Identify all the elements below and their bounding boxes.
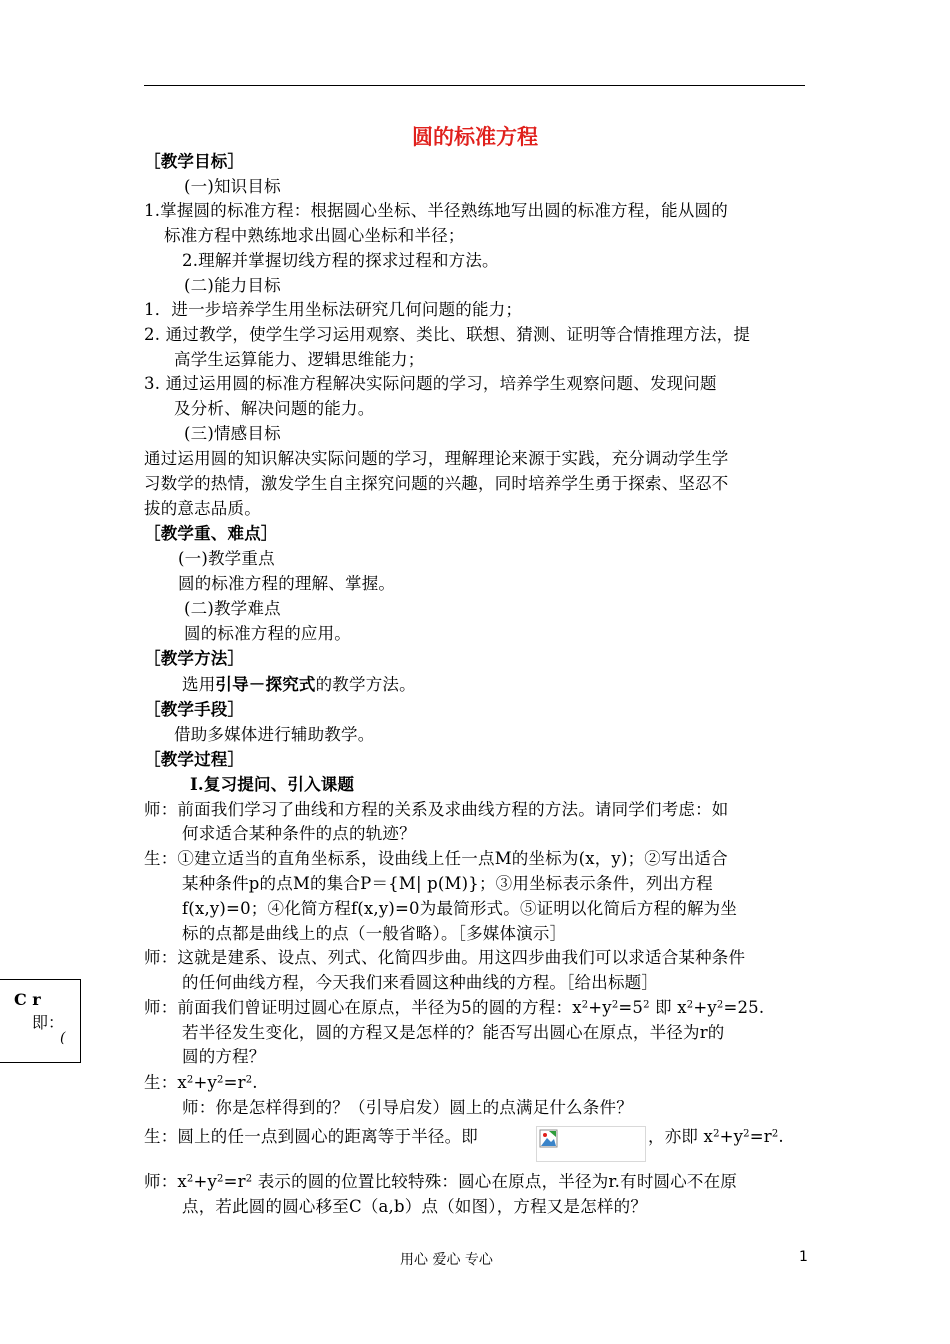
paragraph-line: 拔的意志品质。 xyxy=(144,499,261,518)
subheading: (二)教学难点 xyxy=(184,599,281,618)
paragraph-line: 生：$x^2+y^2=r^2$. xyxy=(144,1073,258,1092)
paragraph-line: 师：$x^2+y^2=r^2$ 表示的圆的位置比较特殊：圆心在原点，半径为r.有时圆心不在原 xyxy=(144,1172,738,1191)
paragraph-line: 标准方程中熟练地求出圆心坐标和半径； xyxy=(164,226,465,245)
paragraph-line: ，亦即 $x^2+y^2=r^2$. xyxy=(648,1127,784,1146)
margin-note-text: C r xyxy=(14,990,41,1009)
subheading: (一)教学重点 xyxy=(178,549,275,568)
paragraph-line: 标的点都是曲线上的点（一般省略）。［多媒体演示］ xyxy=(182,924,567,943)
paragraph-line: 圆的方程？ xyxy=(182,1047,266,1066)
header-rule xyxy=(144,85,805,86)
paragraph-line: 师：前面我们学习了曲线和方程的关系及求曲线方程的方法。请同学们考虑：如 xyxy=(144,800,729,819)
paragraph-line: 圆的标准方程的理解、掌握。 xyxy=(178,574,396,593)
paragraph-line: 生：①建立适当的直角坐标系，设曲线上任一点M的坐标为(x，y)；②写出适合 xyxy=(144,849,728,868)
paragraph-line: 师：前面我们曾证明过圆心在原点，半径为5的圆的方程：$x^2+y^2=5^2$ 即 $x^2+y^2=25$. xyxy=(144,998,765,1017)
paragraph-line: 何求适合某种条件的点的轨迹？ xyxy=(182,824,416,843)
footer-text: 用心 爱心 专心 xyxy=(400,1252,493,1268)
paragraph-line: 生：圆上的任一点到圆心的距离等于半径。即 xyxy=(144,1127,478,1146)
paragraph-line: 习数学的热情，激发学生自主探究问题的兴趣，同时培养学生勇于探索、坚忍不 xyxy=(144,474,729,493)
section-heading: ［教学手段］ xyxy=(144,700,245,719)
page-title: 圆的标准方程 xyxy=(412,124,538,149)
section-heading: ［教学过程］ xyxy=(144,750,245,769)
paragraph-line: 某种条件p的点M的集合P＝{M| p(M)}；③用坐标表示条件，列出方程 xyxy=(182,874,713,893)
section-heading: ［教学方法］ xyxy=(144,649,245,668)
paragraph-line: 1.掌握圆的标准方程：根据圆心坐标、半径熟练地写出圆的标准方程，能从圆的 xyxy=(144,201,728,220)
margin-note-text: ( xyxy=(60,1030,66,1046)
paragraph-line: 的任何曲线方程，今天我们来看圆这种曲线的方程。［给出标题］ xyxy=(182,973,659,992)
paragraph-line: 2.理解并掌握切线方程的探求过程和方法。 xyxy=(182,251,499,270)
paragraph-line: 若半径发生变化，圆的方程又是怎样的？能否写出圆心在原点，半径为r的 xyxy=(182,1023,725,1042)
paragraph-line: 3. 通过运用圆的标准方程解决实际问题的学习，培养学生观察问题、发现问题 xyxy=(144,374,717,393)
paragraph-line: 点，若此圆的圆心移至C（a,b）点（如图），方程又是怎样的？ xyxy=(182,1197,648,1216)
paragraph-line: 借助多媒体进行辅助教学。 xyxy=(174,725,375,744)
paragraph-line: 选用引导－探究式的教学方法。 xyxy=(182,675,416,694)
paragraph-line: 通过运用圆的知识解决实际问题的学习，理解理论来源于实践，充分调动学生学 xyxy=(144,449,729,468)
paragraph-line: 2. 通过教学，使学生学习运用观察、类比、联想、猜测、证明等合情推理方法，提 xyxy=(144,325,751,344)
paragraph-line: 师：你是怎样得到的？（引导启发）圆上的点满足什么条件？ xyxy=(182,1098,633,1117)
paragraph-line: 及分析、解决问题的能力。 xyxy=(174,399,375,418)
subheading: Ⅰ.复习提问、引入课题 xyxy=(190,775,355,794)
margin-note-text: 即： xyxy=(32,1013,65,1032)
subheading: (三)情感目标 xyxy=(184,424,281,443)
paragraph-line: 师：这就是建系、设点、列式、化简四步曲。用这四步曲我们可以求适合某种条件 xyxy=(144,948,746,967)
paragraph-line: f(x,y)=0；④化简方程f(x,y)=0为最简形式。⑤证明以化简后方程的解为坐 xyxy=(182,899,738,918)
paragraph-line: 1．进一步培养学生用坐标法研究几何问题的能力； xyxy=(144,300,523,319)
section-heading: ［教学目标］ xyxy=(144,152,245,171)
broken-image-icon xyxy=(539,1129,559,1149)
subheading: (二)能力目标 xyxy=(184,276,281,295)
embedded-image-placeholder xyxy=(536,1126,646,1162)
section-heading: ［教学重、难点］ xyxy=(144,524,278,543)
page-number: 1 xyxy=(799,1249,808,1265)
margin-note-box xyxy=(0,979,81,1063)
paragraph-line: 圆的标准方程的应用。 xyxy=(184,624,351,643)
subheading: (一)知识目标 xyxy=(184,177,281,196)
paragraph-line: 高学生运算能力、逻辑思维能力； xyxy=(174,350,425,369)
